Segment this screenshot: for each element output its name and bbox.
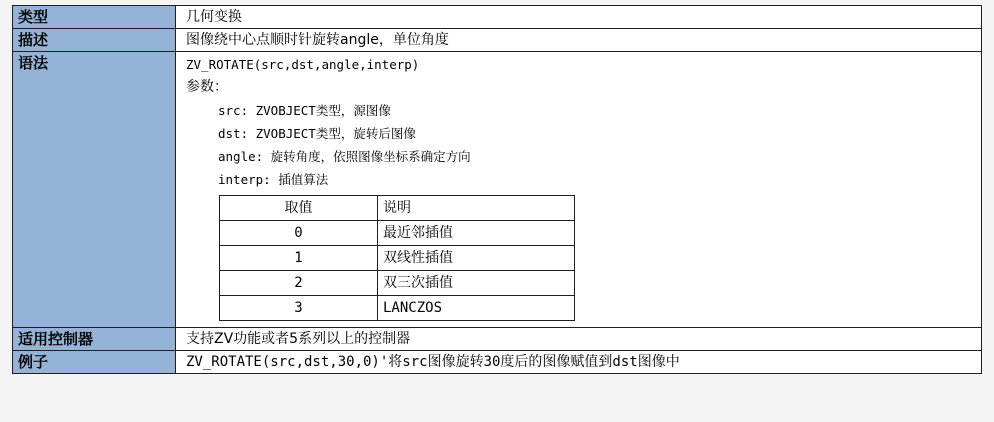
interp-value: 3 — [220, 296, 378, 321]
row-syntax — [13, 52, 982, 328]
description-label: 描述 — [13, 29, 176, 52]
spec-table — [12, 5, 982, 374]
syntax-signature: ZV_ROTATE(src,dst,angle,interp) — [186, 57, 420, 72]
interp-table — [219, 195, 575, 321]
type-label: 类型 — [13, 6, 176, 29]
example-label: 例子 — [13, 351, 176, 374]
table-row — [220, 221, 575, 246]
interp-desc: 双线性插值 — [378, 246, 575, 271]
controller-label: 适用控制器 — [13, 328, 176, 351]
param-src: src: ZVOBJECT类型，源图像 — [218, 103, 391, 118]
param-interp: interp: 插值算法 — [218, 172, 329, 187]
row-type — [13, 6, 982, 29]
interp-value: 2 — [220, 271, 378, 296]
type-value: 几何变换 — [176, 6, 982, 29]
controller-value: 支持ZV功能或者5系列以上的控制器 — [176, 328, 982, 351]
param-angle: angle: 旋转角度，依照图像坐标系确定方向 — [218, 149, 471, 164]
interp-desc: LANCZOS — [378, 296, 575, 321]
param-dst: dst: ZVOBJECT类型，旋转后图像 — [218, 126, 416, 141]
interp-header-value: 取值 — [220, 196, 378, 221]
interp-table-header — [220, 196, 575, 221]
interp-desc: 最近邻插值 — [378, 221, 575, 246]
interp-value: 1 — [220, 246, 378, 271]
description-value: 图像绕中心点顺时针旋转angle，单位角度 — [176, 29, 982, 52]
interp-value: 0 — [220, 221, 378, 246]
syntax-label: 语法 — [13, 52, 176, 328]
row-controller — [13, 328, 982, 351]
interp-header-desc: 说明 — [378, 196, 575, 221]
interp-desc: 双三次插值 — [378, 271, 575, 296]
row-description — [13, 29, 982, 52]
table-row — [220, 296, 575, 321]
syntax-value — [176, 52, 982, 328]
table-row — [220, 271, 575, 296]
example-value: ZV_ROTATE(src,dst,30,0)'将src图像旋转30度后的图像赋值到dst图像中 — [176, 351, 982, 374]
row-example — [13, 351, 982, 374]
table-row — [220, 246, 575, 271]
params-label: 参数： — [186, 79, 228, 95]
